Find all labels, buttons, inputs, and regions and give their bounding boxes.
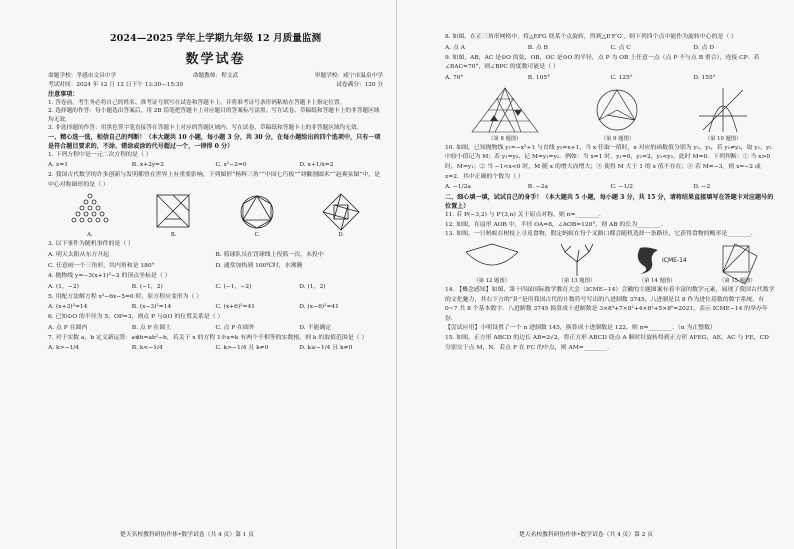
figure-8-caption: （第 8 题图）	[488, 135, 522, 142]
option-a: A. −1/2a	[445, 184, 471, 191]
question-5: 5. 用配方法解方程 x²−6x−5=0 时，原方程应变形为（ ）	[48, 293, 203, 300]
figure-14-caption: （第 14 题图）	[638, 277, 676, 284]
figure-circle-cutting	[237, 192, 277, 238]
figure-12	[462, 242, 522, 284]
notice-2: 2. 选择题的作答：每小题选出答案后，用 2B 铅笔把答题卡上对应题目的答案标号涂黑。写在试卷、草稿纸和答题卡上的非答题区域均无效。	[48, 108, 380, 123]
page-1-footer: 楚天名校教科研协作体•数学试卷（共 4 页）第 1 页	[120, 532, 255, 538]
meta-review: 审题学校：咸宁市温泉中学	[314, 73, 383, 79]
meta-school: 命题学校：孝感市文昌中学	[48, 73, 117, 79]
option-a: A. 点 P 在圆内	[48, 324, 88, 331]
meta-score: 试卷满分：120 分	[336, 82, 383, 88]
option-c: C. k>−1/4 且 k≠0	[215, 345, 269, 352]
option-a: A. k>−1/4	[48, 345, 79, 352]
question-2: 2. 我国古代数学的许多创新与发明都曾在世界上有重要影响，下列图形“杨辉三角”“中国七巧板”“刘徽割圆术”“赵爽弦图”中，是中心对称图形的是（ ）	[48, 172, 381, 188]
option-c: C. 任意画一个三角形，其内角和是 180°	[48, 263, 155, 269]
option-c: C. x²−2=0	[215, 162, 247, 169]
figure-12-caption: （第 12 题图）	[473, 277, 510, 284]
question-15: 15. 如图，正方形 ABCD 的边长 AB=2√2，将正方形 ABCD 绕点 A 顺时针旋转得到正方形 AFEG，AE，AC 与 FE，CD 分别交于点 M，N．若点 F 在 FC 的中点，则 AM=________．	[445, 334, 769, 351]
option-c: C. 点 P 在圆外	[215, 324, 255, 331]
figure-15-caption: （第 15 题图）	[719, 277, 756, 284]
question-3-options-row1	[48, 250, 383, 261]
section-2-header: 二、细心填一填，试试自己的身手！（本大题共 5 小题，每小题 3 分，共 15 分，请将结果直接填写在答题卡对应题号的位置上）	[445, 194, 774, 211]
option-a: A. x=1	[48, 162, 69, 169]
question-8: 8. 如图，在正三角形网格中，将△EFG 绕某个点旋转，得到△E′F′G′，则下列四个点中能作为旋转中心的是（ ）	[445, 34, 738, 40]
option-a: A. (1，−2)	[48, 283, 79, 290]
icme-logo-text: ICME-14	[662, 256, 687, 264]
question-12: 12. 如图，在扇形 AOB 中，半径 OA=8，∠AOB=120°，则 AB 的长为________．	[445, 221, 667, 228]
question-6-options	[48, 323, 383, 334]
option-c: C. 点 C	[610, 44, 631, 51]
question-6: 6. 已知⊙O 的半径为 5，OP=3，则点 P 与⊙O 的位置关系是（ ）	[48, 314, 224, 321]
figure-9	[589, 86, 645, 142]
question-2-figures	[48, 192, 383, 238]
option-b: B. 点 B	[527, 44, 548, 51]
question-13: 13. 如图，一只蚂蚁在树枝上寻觅食物，假定蚂蚁在每个叉路口都会随机选择一条路径，它获得食物的概率是________．	[445, 231, 757, 238]
option-b: B. −2a	[527, 184, 549, 191]
question-4: 4. 抛物线 y=−3(x+1)²−2 的顶点坐标是（ ）	[48, 273, 171, 279]
figure-yanghui-triangle	[70, 192, 110, 238]
option-a: A. (x+3)²=14	[48, 304, 88, 311]
option-c: C. −1/2	[610, 184, 633, 191]
option-b: B. (−1，2)	[131, 283, 163, 290]
exam-title: 2024—2025 学年上学期九年级 12 月质量监测	[109, 33, 322, 44]
question-9: 9. 如图，AB，AC 是⊙O 的弦，OB，OC 是⊙O 的半径，点 P 为 OB 上任意一点（点 P 不与点 B 重合），连接 CP．若∠BAC=70°，则∠BPC 的度数可能是（ ）	[445, 54, 760, 71]
option-c: C. (−1，−2)	[215, 283, 252, 290]
option-b: B. 点 P 在圆上	[131, 324, 172, 331]
section-1-header: 一、精心选一选，相信自己的判断！（本大题共 10 小题，每小题 3 分，共 30 分，在每小题给出的四个选项中，只有一项是符合题目要求的，不涂、错涂或涂的代号超过一个，一律得 0 分）	[48, 133, 381, 150]
figure-a-label: A.	[87, 232, 93, 239]
figure-d-label: D.	[338, 232, 344, 239]
option-d: D. −2	[693, 184, 711, 191]
figure-zhaoshuang	[321, 192, 361, 238]
option-d: D. k≥−1/4 且 k≠0	[299, 345, 353, 352]
figure-tangram	[154, 192, 194, 238]
option-a: A. 点 A	[445, 44, 466, 51]
notice-title: 注意事项：	[48, 91, 79, 98]
option-b: B. k<−1/4	[131, 345, 163, 352]
question-4-options	[48, 282, 383, 293]
option-d: D. 点 D	[693, 44, 714, 51]
option-a: A. 明天太阳从东方升起	[48, 252, 110, 258]
option-d: D. (x−6)²=41	[299, 304, 339, 311]
figure-13-caption: （第 13 题图）	[558, 277, 596, 284]
figure-14	[632, 242, 687, 284]
question-14: 14. 【概念感知】如图，第十四届国际数学教育大会（ICME−14）会徽的主题图案有着丰富的数学元素，展现了我国古代数学的文化魅力，其右下方的“卦”是用我国古代的计数符号写出的八进制数 3745，八进制是以 8 作为进位基数的数字系统，有 0~7 共 8 个基本数字．八进制数 3745 换算成十进制数是 3×8³+7×8²+4×8¹+5×8⁰=2021，表示 ICME−14 的举办年份．	[445, 286, 775, 322]
figure-10-caption: （第 10 题图）	[704, 135, 742, 142]
option-d: D. 通常加热到 100℃时，水沸腾	[215, 263, 303, 269]
question-9-options	[445, 73, 776, 84]
option-b: B. 篮球队员在罚球线上投篮一次，未投中	[215, 252, 324, 258]
page-2	[397, 0, 794, 549]
figures-row-1	[445, 86, 776, 142]
option-d: D. x+1/x=2	[299, 162, 334, 169]
notice-1: 1. 答卷前，考生务必将自己的姓名、准考证号填写在试卷和答题卡上，并将准考证号条形码粘贴在答题卡上指定位置。	[48, 100, 346, 106]
option-d: D. 不能确定	[299, 324, 332, 331]
meta-row-2	[48, 81, 383, 90]
exam-subtitle: 数学试卷	[185, 52, 246, 67]
question-7-options	[48, 343, 383, 354]
question-7: 7. 对于实数 a，b 定义新运算：a※b=ab²−b，若关于 x 的方程 1※x=k 有两个不相等的实数根，则 k 的取值范围是（ ）	[48, 334, 368, 341]
question-10: 10. 如图，已知抛物线 y₁=−x²+1 与直线 y₂=x+1，当 x 任取一值时，x 对应的函数值分别为 y₁，y₂，若 y₁≠y₂，取 y₁，y₂ 中较小值记为 M；若 y₁=y₂，记 M=y₁=y₂．例如：当 x=1 时，y₁=0，y₂=2，y₁<y₂，此时 M=0．下列判断：① 当 x>0 时，M=y₁；② 当 −1<x<0 时，M 随 x 的增大而增大；③ 使得 M 大于 1 的 x 值不存在；④ 若 M=−3，则 x=−2 或 x=2．其中正确的个数为（ ）	[445, 144, 772, 180]
page-2-footer: 楚天名校教科研协作体•数学试卷（共 4 页）第 2 页	[519, 532, 654, 538]
figure-9-caption: （第 9 题图）	[600, 135, 635, 142]
figure-c-label: C.	[254, 232, 261, 239]
meta-row-1	[48, 72, 383, 81]
figure-10	[695, 86, 751, 142]
meta-time: 考试时间：2024 年 12 月 12 日下午 13:30—15:30	[48, 82, 184, 88]
figure-13	[555, 242, 599, 284]
notice-3: 3. 非选择题的作答：用黑色签字笔直接答在答题卡上对应的答题区域内。写在试卷、草稿纸和答题卡上的非答题区域均无效。	[48, 125, 363, 132]
figures-row-2	[445, 242, 776, 284]
question-10-options	[445, 182, 776, 193]
option-b: B. (x−3)²=14	[131, 304, 172, 311]
question-14-try: 【尝试应用】小明设置了一个 n 进制数 145，换算成十进制数是 122，则 n=________．（n 为正整数）	[445, 325, 716, 332]
question-5-options	[48, 302, 383, 313]
question-1-options	[48, 160, 383, 171]
figure-8	[470, 86, 540, 142]
option-c: C. 125°	[610, 74, 633, 81]
option-b: B. 105°	[527, 74, 551, 81]
option-d: D. (1，2)	[299, 283, 326, 290]
option-b: B. x+2y=2	[131, 162, 164, 169]
meta-teacher: 命题教师：程文武	[192, 73, 239, 79]
question-8-options	[445, 43, 776, 54]
option-c: C. (x+6)²=41	[215, 304, 255, 311]
option-d: D. 155°	[693, 74, 716, 81]
question-11: 11. 若 P(−3,2) 与 P′(3,n) 关于原点对称，则 n=________．	[445, 212, 605, 219]
figure-b-label: B.	[170, 232, 177, 239]
option-a: A. 70°	[445, 74, 464, 81]
question-3: 3. 以下事件为随机事件的是（ ）	[48, 241, 134, 248]
question-3-options-row2	[48, 261, 383, 272]
figure-15	[715, 242, 759, 284]
question-1: 1. 下列方程中是一元二次方程的是（ ）	[48, 151, 152, 158]
